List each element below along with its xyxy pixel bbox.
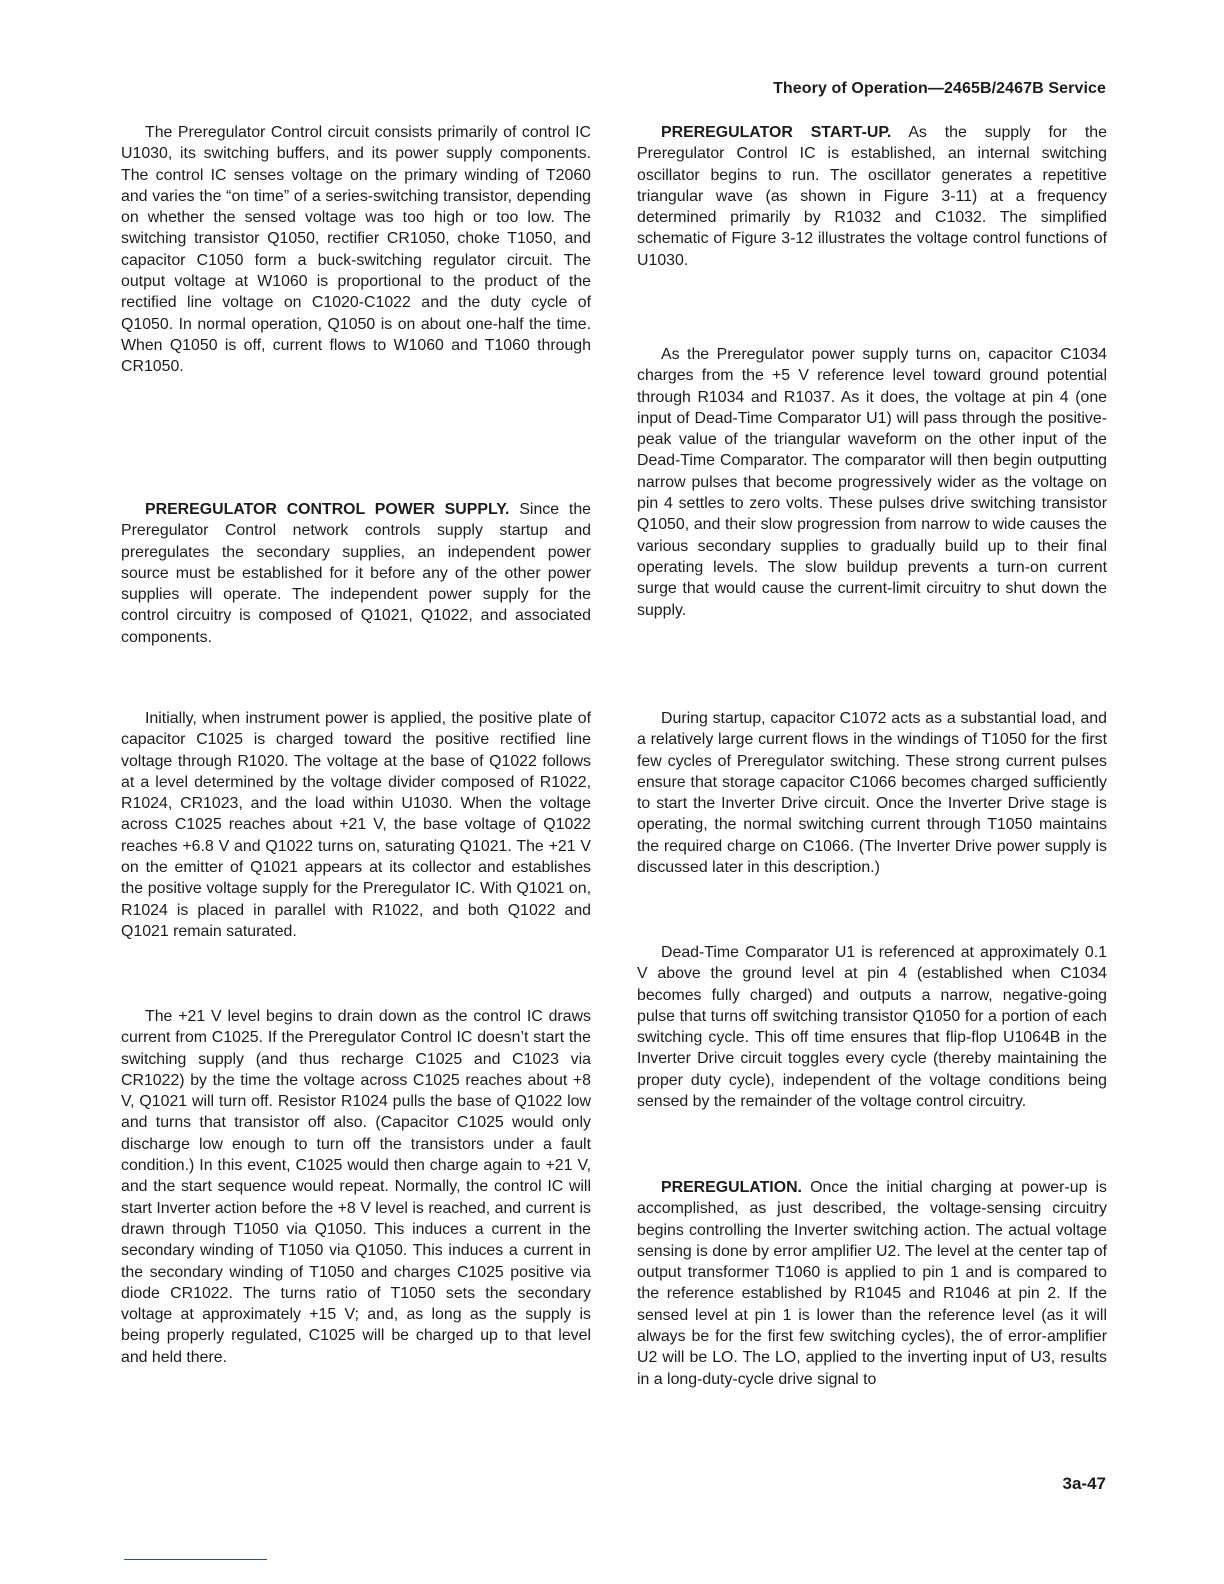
paragraph-preregulator-startup-body: As the supply for the Preregulator Control IC is established, an internal switching oscillator begins to run. The oscillator generates a repetitive triangular wave (as shown in Figure 3-11) at a frequency determined primarily by R1032 and C1032. The simplified schematic of Figure 3-12 illustrates the voltage control functions of U1030. xyxy=(637,124,1107,269)
paragraph-startup-c1072: During startup, capacitor C1072 acts as a substantial load, and a relatively large current flows in the windings of T1050 for the first few cycles of Preregulator switching. These strong current pulses ensure that storage capacitor C1066 becomes charged sufficiently to start the Inverter Drive circuit. Once the Inverter Drive stage is operating, the normal switching current through T1050 maintains the required charge on C1066. (The Inverter Drive power supply is discussed later in this description.) xyxy=(637,710,1107,877)
paragraph-drain-down: The +21 V level begins to drain down as the control IC draws current from C1025. If the Preregulator Control IC doesn’t start the switching supply (and thus recharge C1025 and C1023 via CR1022) by the time the voltage across C1025 reaches about +8 V, Q1021 will turn off. Resistor R1024 pulls the base of Q1022 low and turns that transistor off also. (Capacitor C1025 would only discharge low enough to turn off the transistors under a fault condition.) In this event, C1025 would then charge again to +21 V, and the start sequence would repeat. Normally, the control IC will start Inverter action before the +8 V level is reached, and current is drawn through T1050 via Q1050. This induces a current in the secondary winding of T1050 via Q1050. This induces a current in the secondary winding of T1050 and charges C1025 positive via diode CR1022. The turns ratio of T1050 sets the secondary voltage at approximately +15 V; and, as long as the supply is being properly regulated, C1025 will be charged up to that level and held there. xyxy=(121,1008,591,1366)
heading-control-power-supply: PREREGULATOR CONTROL POWER SUPPLY. xyxy=(145,501,510,518)
running-header: Theory of Operation—2465B/2467B Service xyxy=(773,80,1106,97)
paragraph-control-power-supply-body: Since the Preregulator Control network controls supply startup and preregulates the secondary supplies, an independent power source must be established for it before any of the other power supplies will operate. The independent power supply for the control circuitry is composed of Q1021, Q1022, and associated components. xyxy=(121,501,592,646)
paragraph-control-power-supply xyxy=(121,499,591,648)
page-number: 3a-47 xyxy=(1062,1474,1106,1493)
heading-preregulator-startup: PREREGULATOR START-UP. xyxy=(661,124,892,141)
paragraph-preregulation-body: Once the initial charging at power-up is accomplished, as just described, the voltage-sensing circuitry begins controlling the Inverter switching action. The actual voltage sensing is done by error amplifier U2. The level at the center tap of output transformer T1060 is applied to pin 1 and is compared to the reference established by R1045 and R1046 at pin 2. If the sensed level at pin 1 is lower than the reference level (as it will always be for the first few switching cycles), the of error-amplifier U2 will be LO. The LO, applied to the inverting input of U3, results in a long-duty-cycle drive signal to xyxy=(637,1179,1107,1388)
paragraph-dead-time-comparator: Dead-Time Comparator U1 is referenced at approximately 0.1 V above the ground level at pin 4 (established when C1034 becomes fully charged) and outputs a narrow, negative-going pulse that turns off switching transistor Q1050 for a portion of each switching cycle. This off time ensures that flip-flop U1064B in the Inverter Drive circuit toggles every cycle (thereby maintaining the proper duty cycle), independent of the voltage conditions being sensed by the remainder of the voltage control circuitry. xyxy=(637,944,1107,1111)
paragraph-preregulator-startup xyxy=(637,122,1107,271)
footer-divider xyxy=(124,1559,267,1560)
paragraph-preregulation xyxy=(637,1177,1107,1390)
paragraph-preregulator-control-overview: The Preregulator Control circuit consists primarily of control IC U1030, its switching buffers, and its power supply components. The control IC senses voltage on the primary winding of T2060 and varies the “on time” of a series-switching transistor, depending on whether the sensed voltage was too high or too low. The switching transistor Q1050, rectifier CR1050, choke T1050, and capacitor C1050 form a buck-switching regulator circuit. The output voltage at W1060 is proportional to the product of the rectified line voltage on C1020-C1022 and the duty cycle of Q1050. In normal operation, Q1050 is on about one-half the time. When Q1050 is off, current flows to W1060 and T1060 through CR1050. xyxy=(121,124,591,376)
heading-preregulation: PREREGULATION. xyxy=(661,1179,802,1196)
paragraph-initial-power: Initially, when instrument power is applied, the positive plate of capacitor C1025 is charged toward the positive rectified line voltage through R1020. The voltage at the base of Q1022 follows at a level determined by the voltage divider composed of R1022, R1024, CR1023, and the load within U1030. When the voltage across C1025 reaches about +21 V, the base voltage of Q1022 reaches +6.8 V and Q1022 turns on, saturating Q1021. The +21 V on the emitter of Q1021 appears at its collector and establishes the positive voltage supply for the Preregulator IC. With Q1021 on, R1024 is placed in parallel with R1022, and both Q1022 and Q1021 remain saturated. xyxy=(121,710,591,940)
paragraph-capacitor-c1034: As the Preregulator power supply turns on, capacitor C1034 charges from the +5 V reference level toward ground potential through R1034 and R1037. As it does, the voltage at pin 4 (one input of Dead-Time Comparator U1) will pass through the positive-peak value of the triangular waveform on the other input of the Dead-Time Comparator. The comparator will then begin outputting narrow pulses that become progressively wider as the voltage on pin 4 settles to zero volts. These pulses drive switching transistor Q1050, and their slow progression from narrow to wide causes the various secondary supplies to gradually build up to their final operating levels. The slow buildup prevents a turn-on current surge that would cause the current-limit circuitry to shut down the supply. xyxy=(637,346,1107,619)
